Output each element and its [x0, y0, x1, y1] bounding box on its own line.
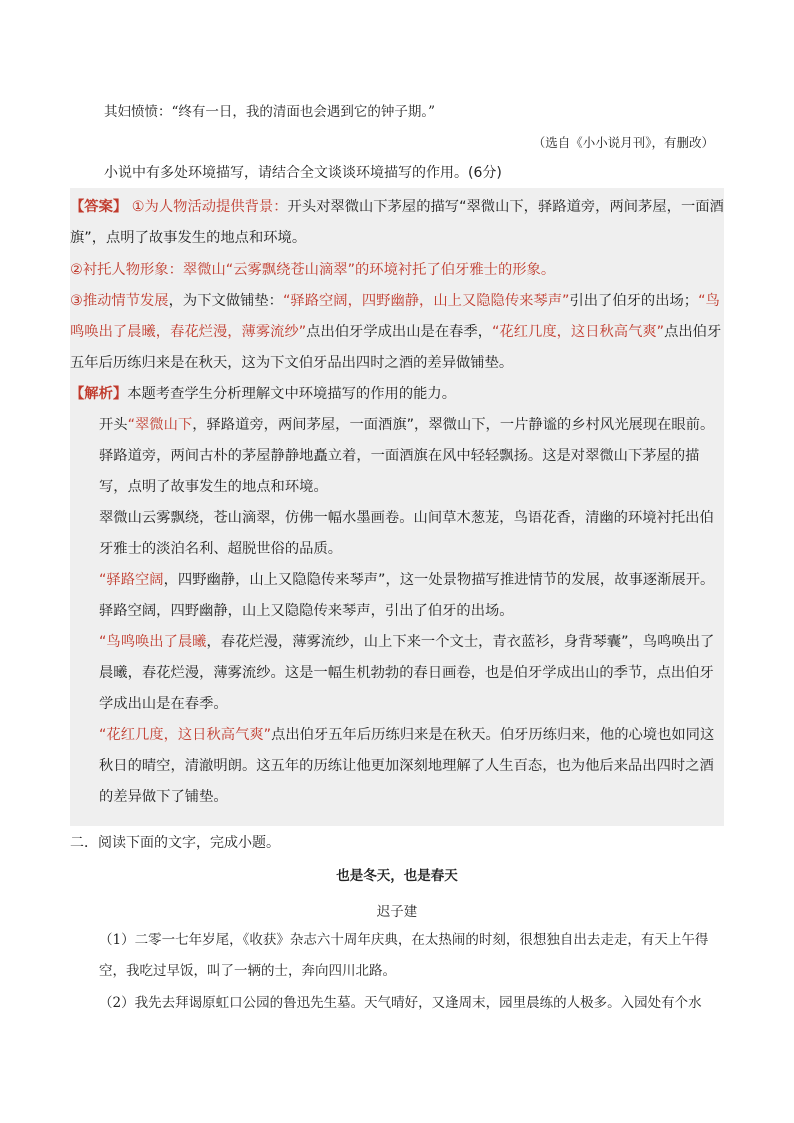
section-2-heading: 二．阅读下面的文字，完成小题。: [70, 835, 280, 851]
answer-point-1-text: 开头对翠微山下茅屋的描写“翠微山下，驿路道旁，两间茅屋，一面酒旗”，点明了故事发生的地点和环境。: [70, 199, 724, 246]
answer-point-1-heading: ①为人物活动提供背景：: [127, 199, 288, 215]
answer-quote: “驿路空阔，四野幽静，山上又隐隐传来琴声”: [282, 293, 570, 309]
analysis-quote: “鸟鸣唤出了晨曦: [99, 634, 207, 650]
answer-paragraph-2: ②衬托人物形象：翠微山“云雾飘绕苍山滴翠”的环境衬托了伯牙雅士的形象。: [70, 262, 556, 278]
analysis-text: ，驿路道旁，两间茅屋，一面酒旗”，翠微山下，一片静谧的乡村风光展现在眼前。驿路道旁，两间古朴的茅屋静静地矗立着，一面酒旗在风中轻轻飘扬。这是对翠微山下茅屋的描写，点明了故事发生的地点和环境。: [99, 417, 715, 495]
analysis-paragraph-2: 翠微山云雾飘绕，苍山滴翠，仿佛一幅水墨画卷。山间草木葱茏，鸟语花香，清幽的环境衬托出伯牙雅士的淡泊名利、超脱世俗的品质。: [99, 510, 714, 557]
analysis-text: ，春花烂漫，薄雾流纱，山上下来一个文士，青衣蓝衫，身背琴囊”，鸟鸣唤出了晨曦，春花烂漫，薄雾流纱。这是一幅生机勃勃的春日画卷，也是伯牙学成出山的季节，点出伯牙学成出山是在春季。: [99, 634, 715, 712]
article-author: 迟子建: [376, 904, 418, 920]
analysis-text: 点出伯牙五年后历练归来是在秋天。伯牙历练归来，他的心境也如同这秋日的晴空，清澈明朗。这五年的历练让他更加深刻地理解了人生百态，也为他后来品出四时之酒的差异做下了铺垫。: [99, 727, 715, 805]
analysis-text: 开头: [99, 417, 128, 433]
answer-point-3-heading: ③推动情节发展: [70, 293, 169, 309]
source-note: （选自《小小说月刊》，有删改）: [532, 135, 714, 150]
answer-text: 点出伯牙学成出山是在春季，: [306, 324, 493, 340]
analysis-quote: “驿路空阔: [99, 572, 164, 588]
analysis-paragraph-1: [70, 410, 724, 503]
analysis-paragraph-3: [70, 565, 724, 627]
answer-paragraph-1: [70, 192, 724, 254]
analysis-intro-text: 本题考查学生分析理解文中环境描写的作用的能力。: [127, 386, 457, 402]
article-paragraph-2: （2）我先去拜谒原虹口公园的鲁迅先生墓。天气晴好，又逢周末，园里晨练的人极多。入园处有个水: [99, 995, 702, 1011]
analysis-paragraph-5: [70, 720, 724, 813]
analysis-text: ，四野幽静，山上又隐隐传来琴声”，这一处景物描写推进情节的发展，故事逐渐展开。驿路空阔，四野幽静，山上又隐隐传来琴声，引出了伯牙的出场。: [99, 572, 715, 619]
quote-line: 其妇愤愤：“终有一日，我的清面也会遇到它的钟子期。”: [104, 104, 436, 120]
analysis-tag: 【解析】: [70, 386, 128, 402]
answer-quote: “鸟鸣唤出了晨曦，春花烂漫，薄雾流纱”: [70, 293, 720, 340]
analysis-quote: “翠微山下: [127, 417, 193, 433]
analysis-intro: [70, 379, 724, 410]
article-paragraph-1: （1）二零一七年岁尾，《收获》杂志六十周年庆典，在太热闹的时刻，很想独自出去走走，有天上午得空，我吃过早饭，叫了一辆的士，奔向四川北路。: [99, 932, 709, 979]
answer-tag: 【答案】: [70, 199, 128, 215]
article-title: 也是冬天，也是春天: [336, 868, 458, 884]
answer-text: ，为下文做铺垫：: [168, 293, 283, 309]
answer-text: 点出伯牙五年后历练归来是在秋天，这为下文伯牙品出四时之酒的差异做铺垫。: [70, 324, 722, 371]
analysis-quote: “花红几度，这日秋高气爽”: [99, 727, 272, 743]
answer-text: 引出了伯牙的出场；: [569, 293, 699, 309]
analysis-paragraph-4: [70, 627, 724, 720]
answer-quote: “花红几度，这日秋高气爽”: [492, 324, 665, 340]
question-text: 小说中有多处环境描写，请结合全文谈谈环境描写的作用。(6分): [104, 165, 502, 181]
answer-paragraph-3: [70, 286, 724, 379]
